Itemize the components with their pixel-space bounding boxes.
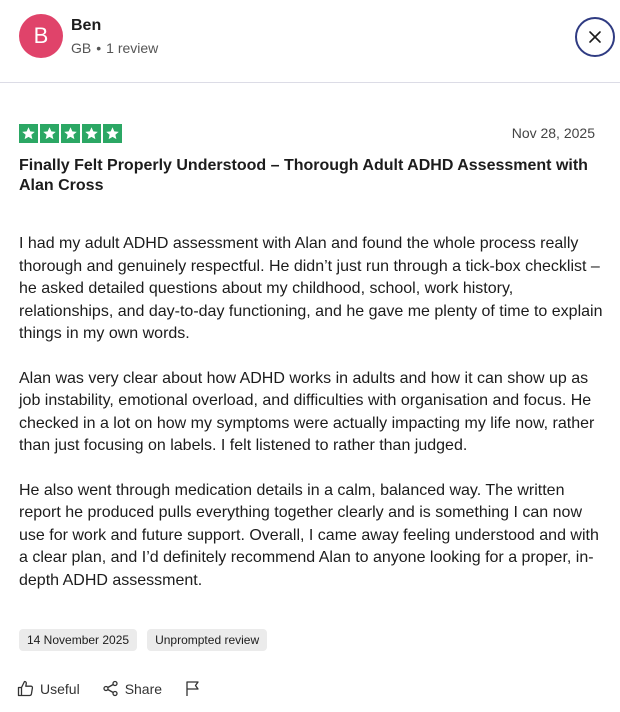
meta-separator: • <box>96 40 102 56</box>
avatar: B <box>19 14 63 58</box>
close-icon <box>588 30 602 44</box>
close-button[interactable] <box>575 17 615 57</box>
flag-icon <box>184 680 201 697</box>
share-icon <box>102 680 119 697</box>
reviewer-country: GB <box>71 40 92 56</box>
review-paragraph: Alan was very clear about how ADHD works in adults and how it can show up as job instability, emotional overload, and difficulties with organisation and focus. He checked in a lot on how my symptoms were actually impacting my life now, rather than just focusing on labels. I felt listened to rather than judged. <box>19 369 595 454</box>
useful-button[interactable] <box>17 680 80 697</box>
star-icon <box>61 124 80 143</box>
reviewer-meta <box>71 40 158 56</box>
review-paragraph: He also went through medication details in a calm, balanced way. The written report he produced pulls everything together clearly and is something I can now use for work and future support. Overall, I came away feeling understood and with a clear plan, and I’d definitely recommend Alan to anyone looking for a proper, in-depth ADHD assessment. <box>19 481 599 589</box>
review-actions <box>17 680 223 697</box>
review-body <box>19 233 604 614</box>
review-title: Finally Felt Properly Understood – Thorough Adult ADHD Assessment with Alan Cross <box>19 157 588 194</box>
experience-date-tag: 14 November 2025 <box>19 629 137 651</box>
thumbs-up-icon <box>17 680 34 697</box>
share-label: Share <box>124 680 163 697</box>
reviewer-header <box>0 0 620 83</box>
star-rating <box>19 124 122 143</box>
reviewer-review-count: 1 review <box>106 40 159 56</box>
star-icon <box>103 124 122 143</box>
star-icon <box>82 124 101 143</box>
star-icon <box>40 124 59 143</box>
report-button[interactable] <box>184 680 201 697</box>
share-button[interactable] <box>102 680 162 697</box>
useful-label: Useful <box>40 680 80 697</box>
review-paragraph: I had my adult ADHD assessment with Alan and found the whole process really thorough and genuinely respectful. He didn’t just run through a tick-box checklist – he asked detailed questions about my childhood, school, work history, relationships, and day-to-day functioning, and he gave me plenty of time to explain things in my own words. <box>19 235 603 342</box>
reviewer-name[interactable]: Ben <box>71 17 102 34</box>
review-tags <box>19 629 267 651</box>
star-icon <box>19 124 38 143</box>
review-date: Nov 28, 2025 <box>511 125 595 141</box>
review-source-tag: Unprompted review <box>147 629 267 651</box>
